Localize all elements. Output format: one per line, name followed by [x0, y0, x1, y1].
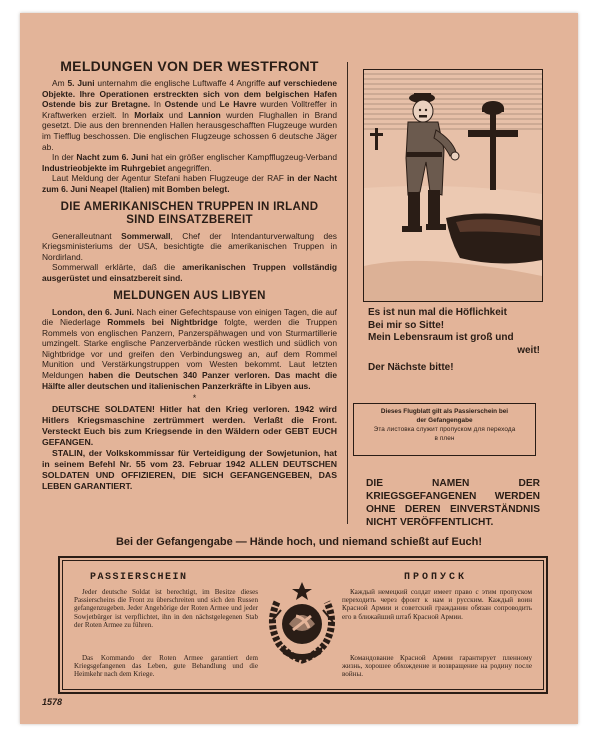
propusk-title: ПРОПУСК — [404, 572, 468, 583]
pass-note-ru-1: Эта листовка служит пропуском для перехода — [373, 426, 516, 433]
cartoon-illustration — [363, 69, 543, 302]
left-column — [42, 58, 337, 492]
westfront-paragraph-3: Laut Meldung der Agentur Stefani haben Flugzeuge der RAF in der Nacht zum 6. Juni Neapel (Italien) mit Bomben belegt. — [42, 173, 338, 194]
irland-paragraph-1: Generalleutnant Sommerwall, Chef der Intendanturverwaltung des Kriegsministeriums der USA, besichtigte die amerikanischen Truppen in Nordirland. — [42, 230, 337, 262]
pass-note-de-1: Dieses Flugblatt gilt als Passierschein bei — [380, 408, 509, 415]
appeal-paragraph-2: STALIN, der Volkskommissar für Verteidigung der Sowjetunion, hat in seinem Befehl Nr. 55 vom 23. Februar 1942 ALLEN DEUTSCHEN SOLDATEN UND OFFIZIEREN, DIE SICH GEFANGENGEBEN, DAS LEBEN GARANTIERT. — [42, 447, 337, 491]
propusk-paragraph-2: Командование Красной Армии гарантирует пленному жизнь, хорошее обхождение и возвращение на родину после войны. — [342, 654, 532, 679]
names-notice: DIE NAMEN DER KRIEGSGEFANGENEN WERDEN OHNE DEREN EINVERSTÄNDNIS NICHT VERÖFFENTLICHT. — [366, 478, 540, 528]
westfront-paragraph-1: Am 5. Juni unternahm die englische Luftwaffe 4 Angriffe auf verschiedene Objekte. Ihre Operationen erstreckten sich von dem belgischen Hafen Ostende bis zur Bretagne. In Ostende und Le Havre wurden Volltreffer in Kraftwerken erzielt. In Morlaix und Lannion wurden Flughallen in Brand gesetzt. Die aus den brennenden Hallen herausgeschafften Flugzeuge wurden im Tiefflug beschossen. Die englischen Flugzeuge schossen 6 deutsche Jäger ab. — [42, 78, 338, 152]
irland-heading-line-2: SIND EINSATZBEREIT — [126, 213, 253, 226]
soviet-emblem — [263, 580, 341, 664]
libyen-heading: MELDUNGEN AUS LIBYEN — [113, 289, 266, 302]
leaflet-number: 1578 — [42, 697, 63, 707]
caption-line-5: Der Nächste bitte! — [368, 362, 454, 373]
libyen-paragraph: London, den 6. Juni. Nach einer Gefechtspause von einigen Tagen, die auf die Niederlage Rommels bei Nightbridge folgte, werden die Truppen Rommels von englischen Panzern, Panzerspähwagen und von Sturmartillerie umzingelt. Starke englische Panzerverbände rücken westlich und südlich von Nightbridge vor und greifen den Verbindungsweg an, auf dem Rommel Munition und Verstärkungstruppen vom Westen bekommt. Laut letzten Meldungen haben die Deutschen 340 Panzer verloren. Das macht die Hälfte aller deutschen und italienischen Panzerkräfte in Libyen aus. — [42, 306, 337, 391]
surrender-banner: Bei der Gefangengabe — Hände hoch, und niemand schießt auf Euch! — [115, 536, 483, 548]
cartoon-caption — [368, 307, 540, 375]
irland-paragraph-2: Sommerwall erklärte, daß die amerikanischen Truppen vollständig ausgerüstet und einsatzbereit sind. — [42, 262, 337, 283]
passierschein-paragraph-1: Jeder deutsche Soldat ist berechtigt, im Besitze dieses Passierscheins die Front zu überschreiten und sich den Russen gefangenzugeben. Jeder Angehörige der Roten Armee und jeder Sowjetbürger ist verpflichtet, ihn in den nächstgelegenen Stab der Roten Armee zu führen. — [74, 588, 258, 629]
westfront-paragraph-2: In der Nacht zum 6. Juni hat ein größer englischer Kampfflugzeug-Verband Industrieobjekte im Ruhrgebiet angegriffen. — [42, 152, 337, 173]
irland-heading-line-1: DIE AMERIKANISCHEN TRUPPEN IN IRLAND — [60, 200, 319, 213]
pass-note-box — [353, 403, 536, 456]
appeal-paragraph-1: DEUTSCHE SOLDATEN! Hitler hat den Krieg verloren. 1942 wird Hitlers Kriegsmaschine zertrümmert werden. Verlaßt die Front. Versteckt Euch bis zum Kriegsende in den Wäldern oder GEBT EUCH GEFANGEN. — [42, 403, 337, 447]
pass-note-de-2: der Gefangengabe — [416, 417, 473, 424]
pass-note-ru-2: в плен — [434, 435, 455, 442]
passierschein-title: PASSIERSCHEIN — [90, 572, 188, 583]
caption-line-3: Mein Lebensraum ist groß und — [368, 332, 514, 343]
passierschein-paragraph-2: Das Kommando der Roten Armee garantiert dem Kriegsgefangenen das Leben, gute Behandlung und die Heimkehr nach dem Kriege. — [74, 654, 258, 679]
caption-line-2: Bei mir so Sitte! — [368, 319, 445, 331]
cartoon-drawing — [364, 70, 542, 301]
caption-line-4: weit! — [517, 344, 540, 356]
propusk-paragraph-1: Каждый немецкий солдат имеет право с этим пропуском переходить через фронт к нам и русским. Каждый воин Красной Армии и советский гражданин обязан сопроводить его в ближайший штаб Красной Армии. — [342, 588, 532, 621]
column-divider — [347, 62, 348, 524]
section-star: * — [192, 393, 197, 404]
caption-line-1: Es ist nun mal die Höflichkeit — [368, 307, 507, 318]
passierschein-box — [58, 556, 548, 694]
westfront-heading: MELDUNGEN VON DER WESTFRONT — [60, 58, 319, 74]
